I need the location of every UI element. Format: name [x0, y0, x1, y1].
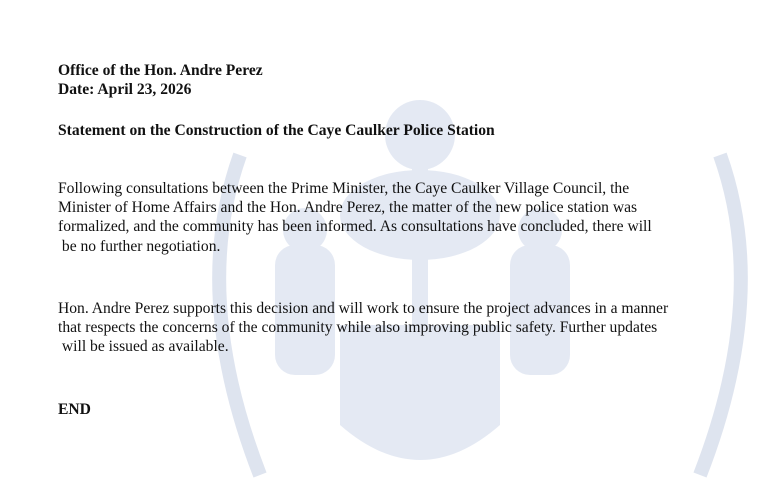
paragraph-1-line: formalized, and the community has been informed. As consultations have concluded, there will: [58, 218, 652, 235]
statement-title: Statement on the Construction of the Caye Caulker Police Station: [58, 122, 495, 139]
paragraph-2-line: Hon. Andre Perez supports this decision and will work to ensure the project advances in a manner: [58, 300, 669, 317]
office-heading: Office of the Hon. Andre Perez: [58, 62, 263, 79]
paragraph-2-line: will be issued as available.: [58, 338, 229, 355]
date-line: Date: April 23, 2026: [58, 81, 192, 98]
coat-of-arms-watermark: [180, 95, 780, 495]
paragraph-2-line: that respects the concerns of the community while also improving public safety. Further updates: [58, 319, 658, 336]
paragraph-1-line: Following consultations between the Prime Minister, the Caye Caulker Village Council, the: [58, 180, 630, 197]
paragraph-1-line: be no further negotiation.: [58, 238, 221, 255]
paragraph-1-line: Minister of Home Affairs and the Hon. Andre Perez, the matter of the new police station was: [58, 199, 638, 216]
closing-end: END: [58, 401, 91, 418]
